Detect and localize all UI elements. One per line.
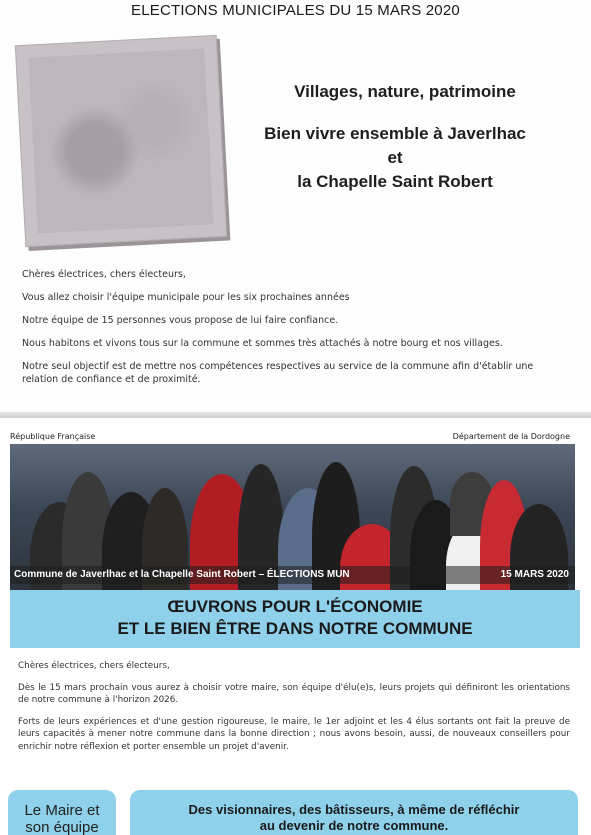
paragraph: Vous allez choisir l'équipe municipale pour les six prochaines années xyxy=(22,292,350,303)
slogan-line-1: Villages, nature, patrimoine xyxy=(294,82,516,101)
paragraph: Nous habitons et vivons tous sur la commune et sommes très attachés à notre bourg et nos villages. xyxy=(22,338,503,349)
bottom-leaflet xyxy=(0,418,591,835)
election-title: ELECTIONS MUNICIPALES DU 15 MARS 2020 xyxy=(131,2,460,19)
title-banner xyxy=(10,590,580,648)
banner-line-1: ŒUVRONS POUR L'ÉCONOMIE xyxy=(167,597,423,616)
photo-caption xyxy=(10,566,575,584)
paragraph: Notre seul objectif est de mettre nos compétences respectives au service de la commune afin d'établir une relation de confiance et de proximité. xyxy=(22,361,534,385)
bottom-body-text xyxy=(18,660,570,762)
paragraph: Forts de leurs expériences et d'une gestion rigoureuse, le maire, le 1er adjoint et les 4 élus sortants ont fait la preuve de leurs capacités à mener notre commune dans la bonne direction ; nous avons besoin, aussi, de nouveaux conseillers pour enrichir notre réflexion et porter ensemble un projet d'avenir. xyxy=(18,716,570,752)
paragraph: Dès le 15 mars prochain vous aurez à choisir votre maire, son équipe d'élu(e)s, leurs projets qui définiront les orientations de notre commune à l'horizon 2026. xyxy=(18,682,570,705)
village-photo xyxy=(12,40,242,255)
slogan-block xyxy=(220,82,570,192)
top-body-text xyxy=(22,268,570,396)
photo-sheet xyxy=(15,35,227,247)
caption-commune: Commune de Javerlhac et la Chapelle Saint Robert – ÉLECTIONS MUN xyxy=(14,569,350,580)
visionaries-line-2: au devenir de notre commune. xyxy=(259,818,449,833)
header-left: République Française xyxy=(10,432,96,441)
mayor-team-line-1: Le Maire et xyxy=(24,802,100,819)
banner-line-2: ET LE BIEN ÊTRE DANS NOTRE COMMUNE xyxy=(117,619,473,638)
slogan-line-3: et xyxy=(387,148,403,167)
slogan-line-2: Bien vivre ensemble à Javerlhac xyxy=(264,124,526,143)
person-figure xyxy=(142,488,188,606)
caption-date: 15 MARS 2020 xyxy=(500,569,569,580)
photo-image xyxy=(29,49,214,234)
paragraph: Notre équipe de 15 personnes vous propose de lui faire confiance. xyxy=(22,315,339,326)
paragraph: Chères électrices, chers électeurs, xyxy=(22,269,186,280)
mayor-team-line-2: son équipe xyxy=(25,819,99,835)
mayor-team-box xyxy=(8,790,116,835)
header-right: Département de la Dordogne xyxy=(452,432,570,441)
header-row xyxy=(10,432,570,444)
slogan-line-4: la Chapelle Saint Robert xyxy=(297,172,493,191)
visionaries-line-1: Des visionnaires, des bâtisseurs, à même de réfléchir xyxy=(188,802,520,817)
paragraph: Chères électrices, chers électeurs, xyxy=(18,661,170,671)
visionaries-box xyxy=(130,790,578,835)
